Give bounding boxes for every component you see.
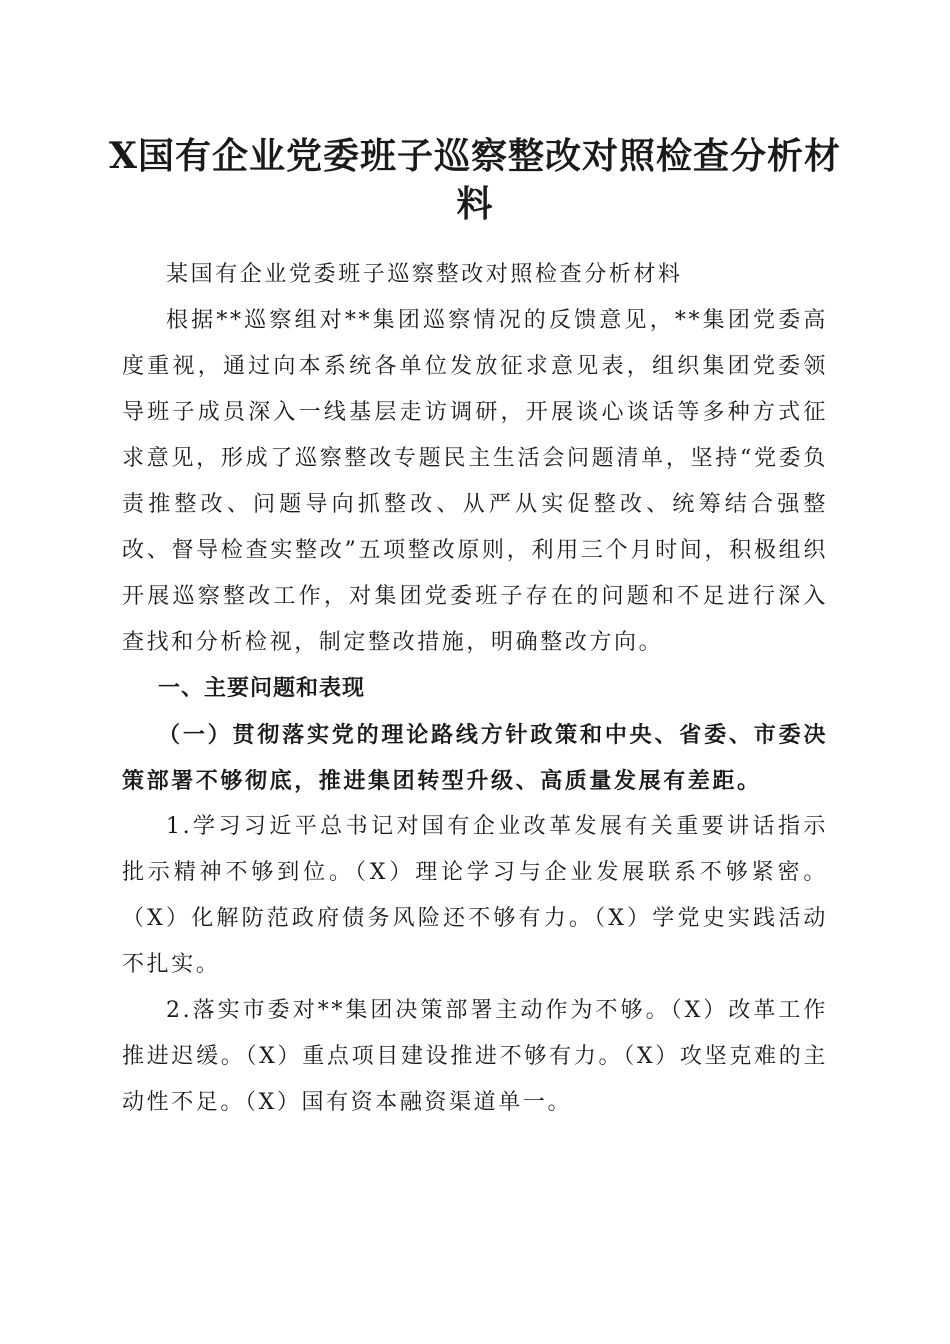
document-title: X国有企业党委班子巡察整改对照检查分析材料 <box>109 135 841 225</box>
item-paragraph: 2.落实市委对**集团决策部署主动作为不够。（X）改革工作推进迟缓。（X）重点项目建设推进不够有力。（X）攻坚克难的主动性不足。（X）国有资本融资渠道单一。 <box>122 998 828 1115</box>
section-heading: 一、主要问题和表现 <box>158 676 366 701</box>
item-paragraph: 1.学习习近平总书记对国有企业改革发展有关重要讲话指示批示精神不够到位。（X）理论学习与企业发展联系不够紧密。（X）化解防范政府债务风险还不够有力。（X）学党史实践活动不扎实。 <box>122 814 828 977</box>
document-body <box>122 252 828 1126</box>
subtitle-paragraph: 某国有企业党委班子巡察整改对照检查分析材料 <box>166 262 683 287</box>
intro-paragraph: 根据**巡察组对**集团巡察情况的反馈意见，**集团党委高度重视，通过向本系统各单位发放征求意见表，组织集团党委领导班子成员深入一线基层走访调研，开展谈心谈话等多种方式征求意见，形成了巡察整改专题民主生活会问题清单，坚持“党委负责推整改、问题导向抓整改、从严从实促整改、统筹结合强整改、督导检查实整改”五项整改原则，利用三个月时间，积极组织开展巡察整改工作，对集团党委班子存在的问题和不足进行深入查找和分析检视，制定整改措施，明确整改方向。 <box>122 308 828 655</box>
subsection-heading: （一）贯彻落实党的理论路线方针政策和中央、省委、市委决策部署不够彻底，推进集团转型升级、高质量发展有差距。 <box>122 722 828 794</box>
